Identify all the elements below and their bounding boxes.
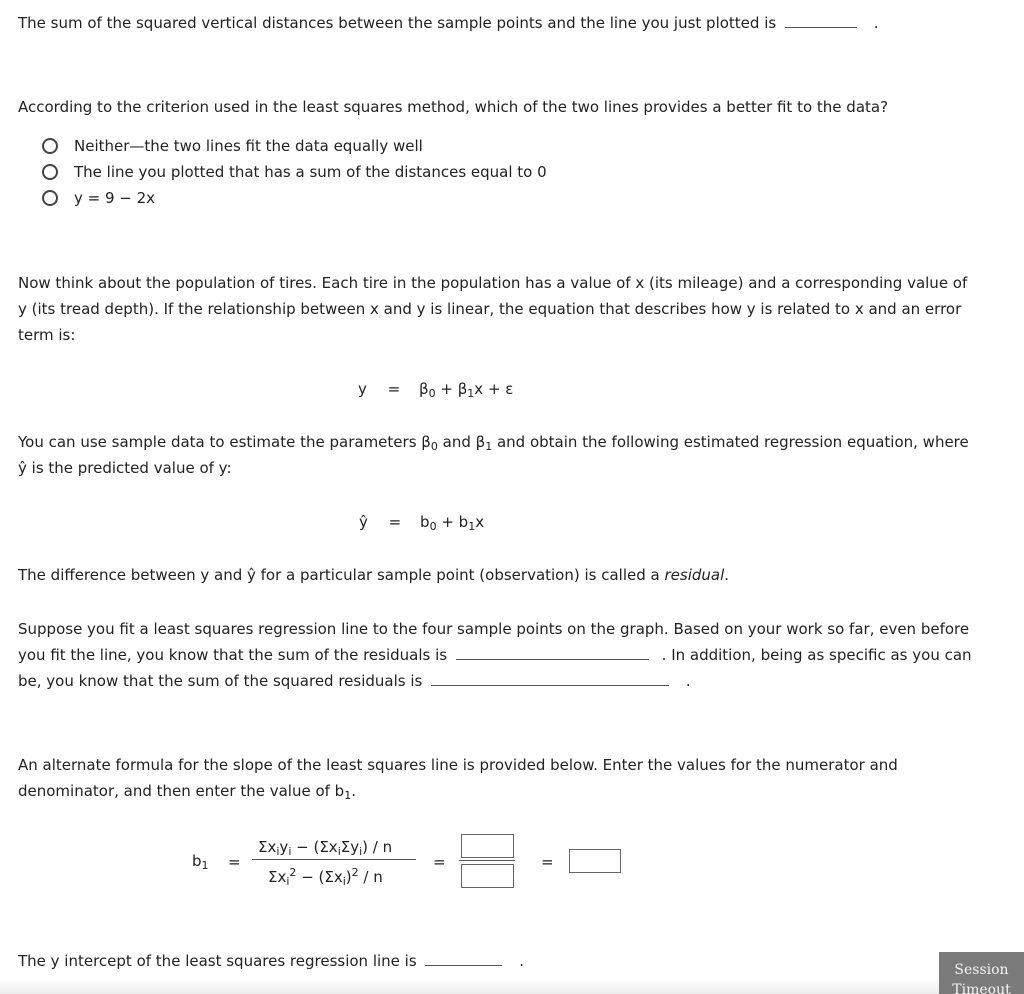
formula-equals-1: = [228, 853, 241, 871]
residual-definition: The difference between y and ŷ for a particular sample point (observation) is called a residual. [18, 566, 730, 584]
formula-denominator: $\Sigma x_i^2 - (\Sigma x_i)^2 / n$ [268, 866, 383, 888]
formula-equals-3: = [541, 853, 554, 871]
option-neither[interactable]: Neither—the two lines fit the data equally well [42, 135, 423, 157]
sum-squared-prompt: The sum of the squared vertical distances between the sample points and the line you just plotted is . [18, 14, 879, 32]
estimated-equation: ŷ = $b_0 + b_1x$ [359, 513, 485, 533]
intercept-prompt: The y intercept of the least squares regression line is . [18, 952, 524, 970]
session-timeout-button[interactable]: Session Timeout [939, 952, 1024, 994]
bottom-fade [0, 978, 939, 994]
input-fraction-bar [459, 860, 515, 861]
sum-squared-residuals-blank[interactable] [431, 671, 669, 686]
formula-equals-2: = [433, 853, 446, 871]
option-plotted-line[interactable]: The line you plotted that has a sum of the distances equal to 0 [42, 161, 547, 183]
formula-fraction-bar [252, 859, 416, 860]
population-paragraph: Now think about the population of tires. Each tire in the population has a value of x (its mileage) and a corresponding value of y (its tread depth). If the relationship between x and y is linear, the equation that describes how y is related to x and an error term is: [18, 274, 968, 344]
slope-formula-intro: An alternate formula for the slope of the least squares line is provided below. Enter the values for the numerator and denominator, and then enter the value of $b_1$. [18, 756, 898, 802]
radio-button[interactable] [42, 164, 58, 180]
numerator-input[interactable] [461, 834, 514, 858]
option-y-9-2x[interactable]: y = 9 − 2x [42, 187, 155, 209]
slope-value-input[interactable] [569, 849, 621, 873]
better-fit-question: According to the criterion used in the least squares method, which of the two lines provides a better fit to the data? [18, 98, 889, 116]
radio-button[interactable] [42, 190, 58, 206]
suppose-paragraph: Suppose you fit a least squares regression line to the four sample points on the graph. Based on your work so far, even before you fit the line, you know that the sum of the residuals is . In addition, being as specific as you can be, you know that the sum of the squared residuals is . [18, 620, 972, 690]
formula-lhs: $b_1$ [192, 852, 209, 872]
denominator-input[interactable] [461, 864, 514, 888]
sum-residuals-blank[interactable] [456, 645, 649, 660]
radio-button[interactable] [42, 138, 58, 154]
population-equation: $y = \beta_0 + \beta_1x + \varepsilon$ [358, 380, 514, 400]
sum-squared-blank[interactable] [785, 13, 857, 28]
intercept-blank[interactable] [425, 951, 502, 966]
formula-numerator: $\Sigma x_iy_i - (\Sigma x_i\Sigma y_i) / n$ [258, 838, 393, 858]
estimate-paragraph: You can use sample data to estimate the parameters $\beta_0$ and $\beta_1$ and obtain the following estimated regression equation, where ŷ is the predicted value of y: [18, 433, 969, 477]
